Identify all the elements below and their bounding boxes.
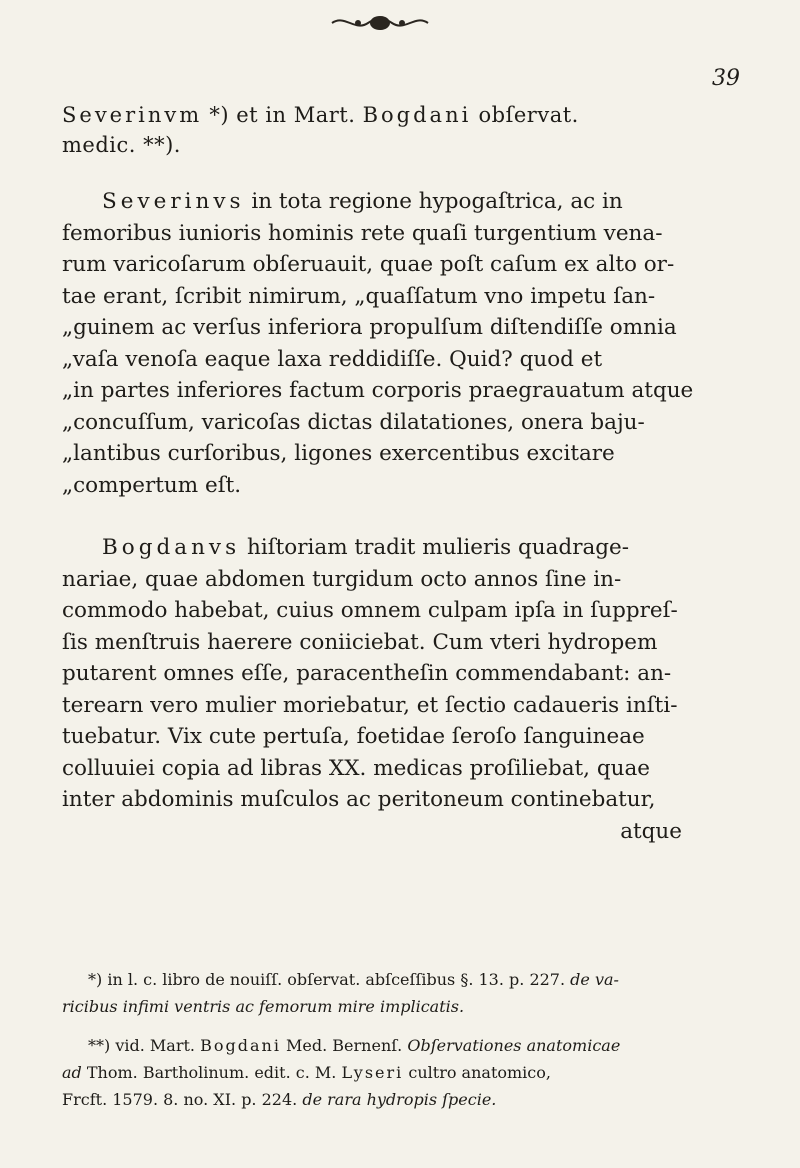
section-heading (62, 100, 702, 160)
paragraph-lead-name: Bogdanvs (102, 535, 241, 560)
paragraph-line: colluuiei copia ad libras XX. medicas proſiliebat, quae (62, 755, 651, 781)
paragraph-line: commodo habebat, cuius omnem culpam ipſa in ſuppreſ- (62, 598, 678, 623)
paragraph-line: tuebatur. Vix cute pertuſa, foetidae ſeroſo ſanguineae (62, 724, 645, 749)
paragraph-line: rum varicoſarum obſeruauit, quae poſt caſum ex alto or- (62, 252, 675, 277)
paragraph-line: „concuſſum, varicoſas dictas dilatationes, onera baju- (62, 409, 645, 435)
catchword: atque (620, 818, 682, 844)
page-number: 39 (712, 66, 740, 91)
footnote-text: Thom. Bartholinum. edit. c. M. (86, 1063, 337, 1082)
footnote-title: Obſervationes anatomicae (407, 1036, 621, 1055)
paragraph-line: in tota regione hypogaſtrica, ac in (251, 189, 623, 214)
paragraph-line: inter abdominis muſculos ac peritoneum continebatur, (62, 787, 656, 812)
footnote-text: cultro anatomico, (408, 1063, 551, 1082)
paragraph-bogdanus (62, 532, 722, 847)
footnotes (62, 966, 722, 1113)
heading-end: obſervat. (478, 103, 579, 127)
footnote-mark-1: *) (209, 103, 230, 127)
heading-line-2: medic. **). (62, 133, 181, 157)
footnote-author: Bogdani (200, 1036, 281, 1055)
heading-name-bogdanus: Bogdani (362, 103, 472, 127)
paragraph-severinus (62, 186, 722, 501)
paragraph-line: putarent omnes eſſe, paracentheſin commendabant: an- (62, 661, 672, 686)
footnote-1 (62, 966, 722, 993)
footnote-text: Frcft. 1579. 8. no. XI. p. 224. (62, 1090, 298, 1109)
headpiece-ornament-icon (330, 12, 430, 34)
paragraph-line: „compertum eſt. (62, 472, 242, 498)
footnote-title: ad (62, 1063, 82, 1082)
footnote-title: de rara hydropis ſpecie. (302, 1090, 497, 1109)
paragraph-line: hiſtoriam tradit mulieris quadrage- (246, 535, 630, 560)
footnote-2-cont (62, 1059, 722, 1086)
paragraph-line: terearn vero mulier moriebatur, et ſectio cadaueris inſti- (62, 692, 678, 718)
footnote-text: in l. c. libro de nouiſſ. obſervat. abſceſſibus §. 13. p. 227. (107, 970, 566, 989)
footnote-mark: *) (88, 970, 103, 989)
footnote-text: Med. Bernenſ. (286, 1036, 403, 1055)
paragraph-line: femoribus iunioris hominis rete quaſi turgentium vena- (62, 220, 663, 246)
heading-conjunction: et (236, 103, 259, 127)
heading-name-severinus: Severinvm (62, 103, 203, 127)
footnote-title: de va- (570, 970, 619, 989)
footnote-mark: **) (88, 1036, 111, 1055)
footnote-1-cont: ricibus infimi ventris ac femorum mire implicatis. (62, 997, 465, 1016)
footnote-author: Lyseri (341, 1063, 404, 1082)
heading-mid: in Mart. (265, 103, 356, 127)
paragraph-line: „vaſa venoſa eaque laxa reddidiſſe. Quid? quod et (62, 346, 603, 372)
paragraph-line: ſis menſtruis haerere coniiciebat. Cum vteri hydropem (62, 629, 658, 655)
footnote-2 (62, 1032, 722, 1059)
footnote-text: vid. Mart. (115, 1036, 195, 1055)
paragraph-line: „guinem ac verſus inferiora propulſum diſtendiſſe omnia (62, 315, 677, 340)
paragraph-line: „lantibus curſoribus, ligones exercentibus excitare (62, 441, 615, 466)
paragraph-lead-name: Severinvs (102, 189, 245, 214)
footnote-2-cont (62, 1086, 722, 1113)
paragraph-line: „in partes inferiores factum corporis praegrauatum atque (62, 378, 694, 403)
paragraph-line: tae erant, ſcribit nimirum, „quaſſatum vno impetu ſan- (62, 283, 656, 309)
paragraph-line: nariae, quae abdomen turgidum octo annos ſine in- (62, 566, 622, 592)
